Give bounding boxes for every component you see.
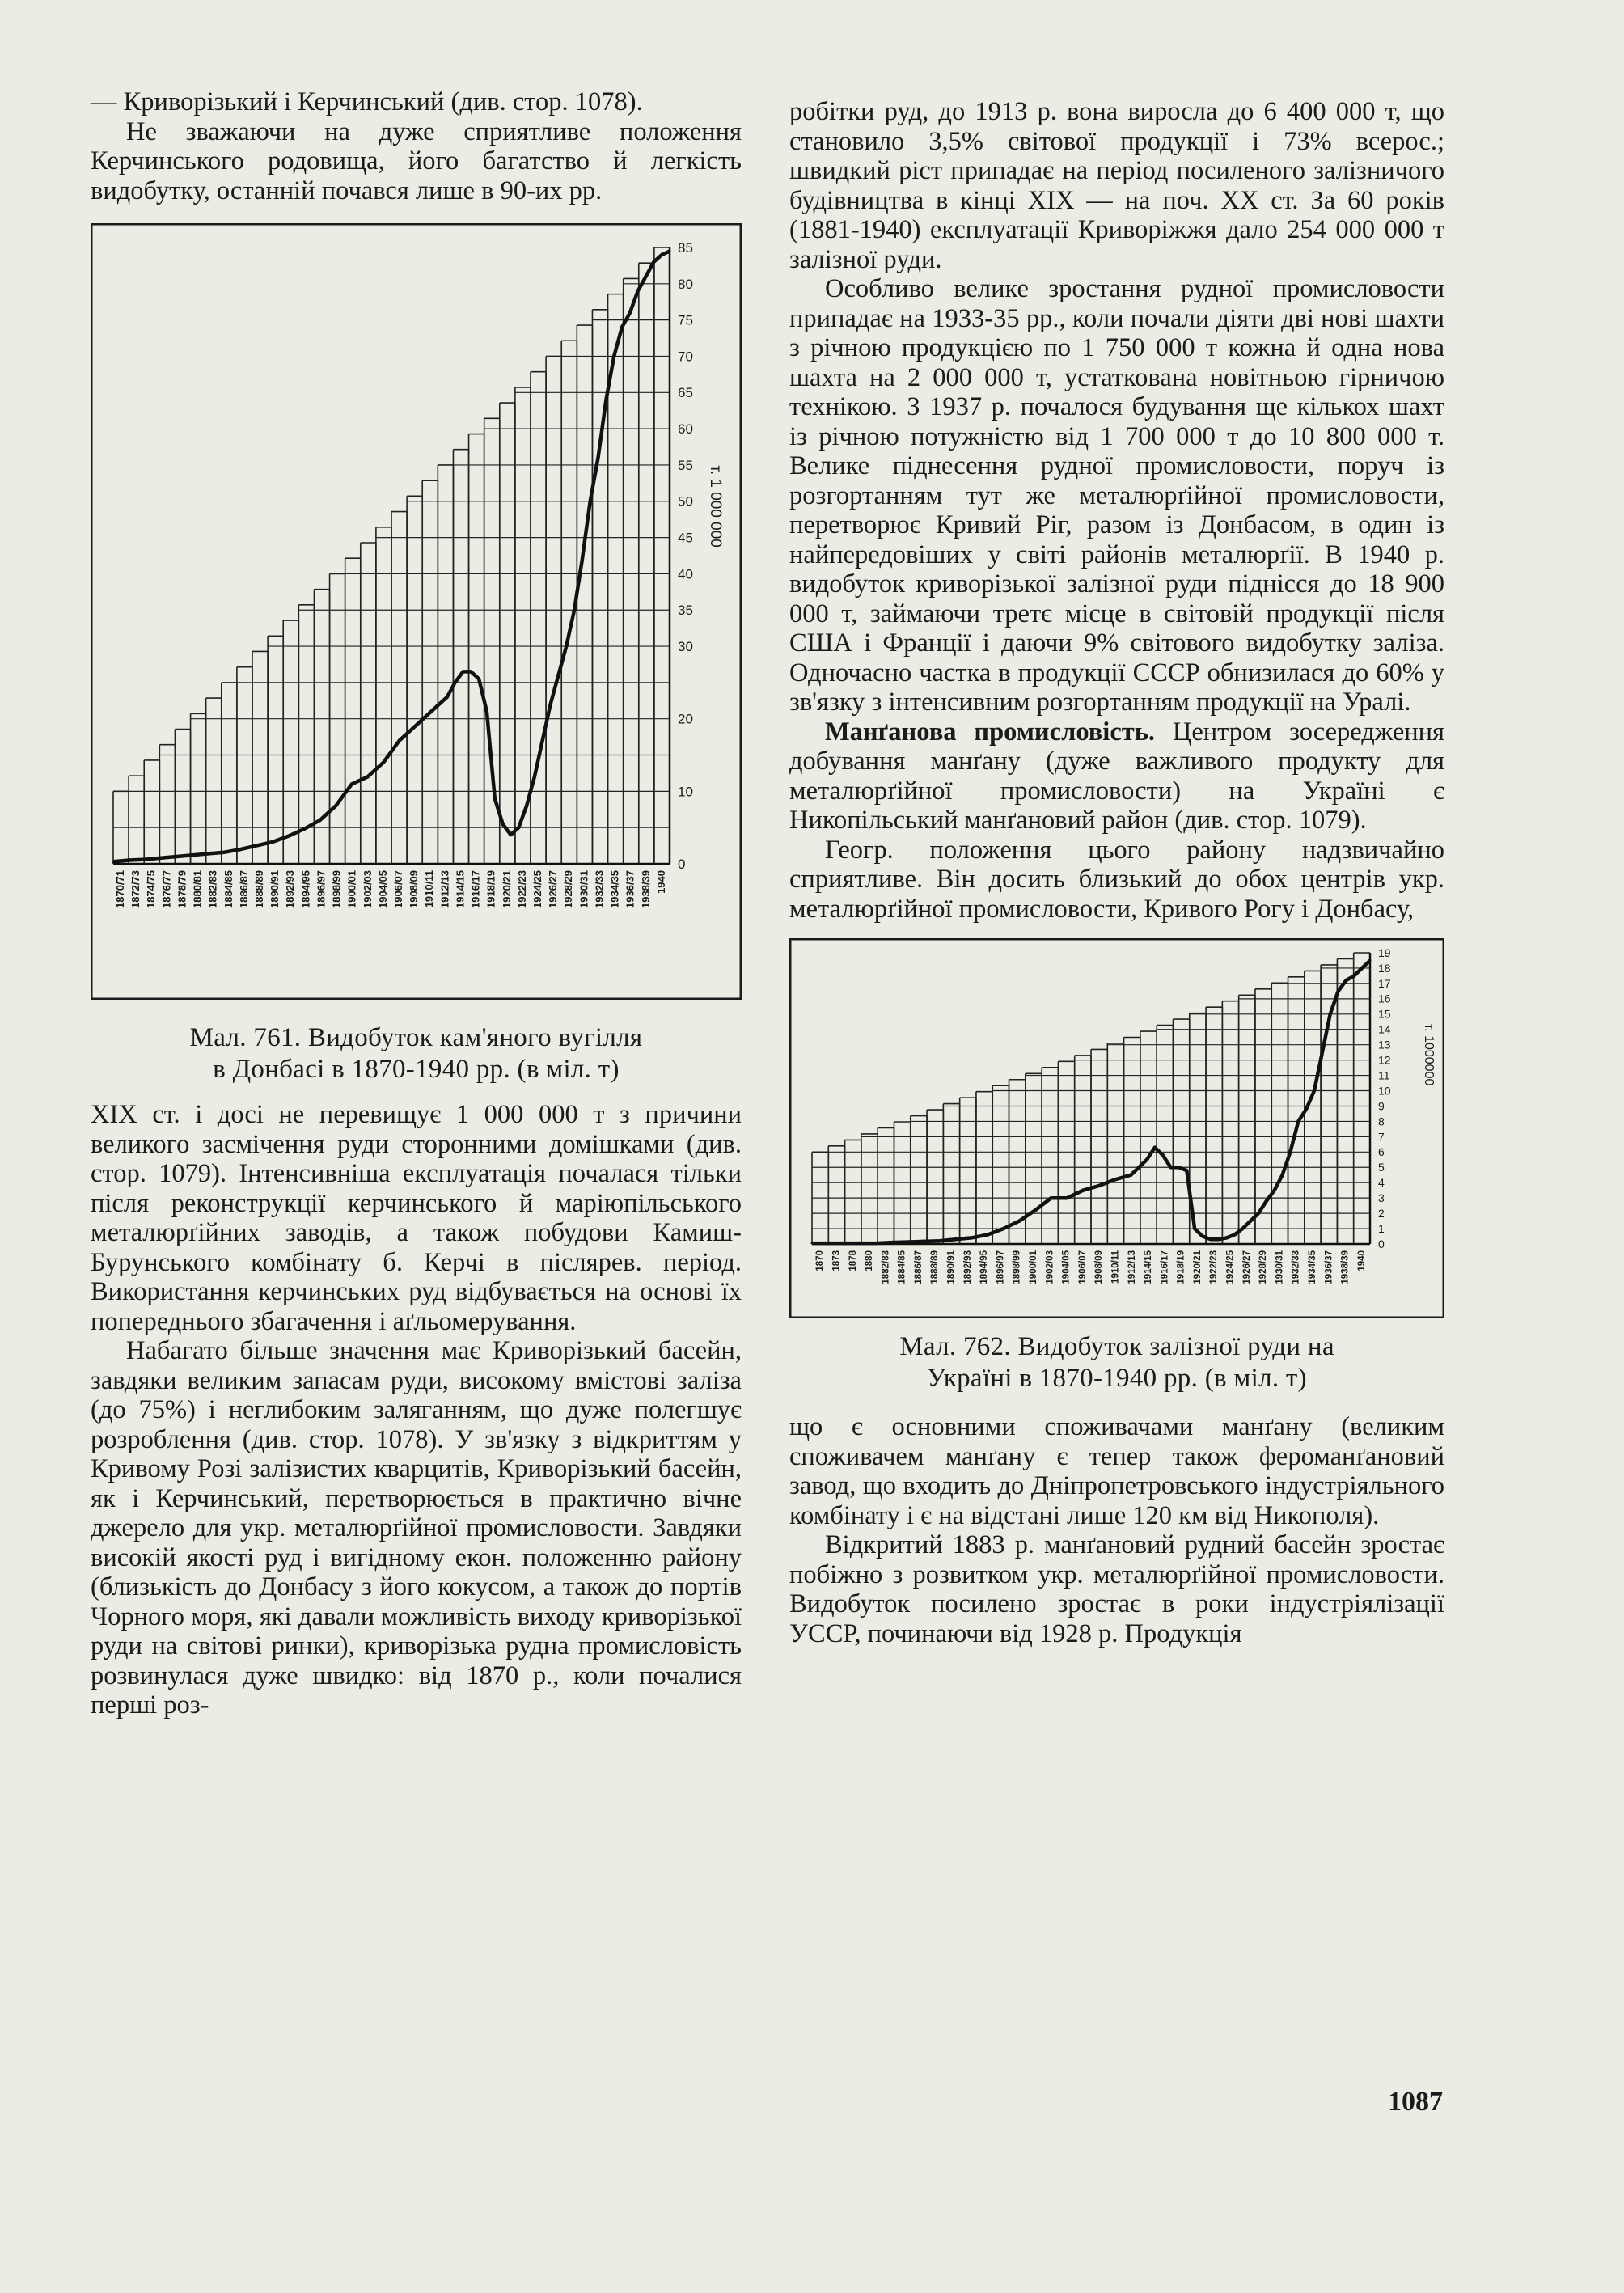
- data-point: [335, 805, 337, 807]
- right-paragraph-5: що є основними споживачами манґану (великим споживачем манґану є тепер також фероманґановий завод, що входить до Дніпропетровського індустріяльного комбінату і є на відстані лише 120 км від Никополя).: [789, 1412, 1444, 1530]
- data-point: [302, 827, 305, 830]
- x-tick-label: 1920/21: [1192, 1250, 1203, 1284]
- y-tick-label: 19: [1378, 946, 1391, 959]
- x-tick-label: 1876/77: [160, 870, 173, 908]
- data-point: [1289, 1151, 1292, 1153]
- y-tick-label: 45: [678, 530, 693, 546]
- x-tick-label: 1874/75: [145, 870, 158, 908]
- y-tick-label: 50: [678, 493, 693, 510]
- figure-iron-ore-chart: [789, 938, 1444, 1318]
- data-point: [366, 776, 369, 778]
- y-tick-label: 10: [678, 784, 693, 800]
- data-point: [1169, 1166, 1172, 1169]
- data-point: [1369, 959, 1372, 962]
- data-point: [1018, 1220, 1021, 1222]
- x-tick-label: 1870/71: [113, 870, 126, 908]
- x-tick-label: 1938/39: [1340, 1250, 1351, 1284]
- data-point: [1153, 1146, 1156, 1149]
- data-point: [1146, 1158, 1148, 1161]
- data-point: [874, 1242, 877, 1245]
- x-tick-label: 1890/91: [946, 1250, 957, 1284]
- y-tick-label: 20: [678, 711, 693, 727]
- data-point: [1273, 1189, 1275, 1191]
- data-point: [446, 696, 448, 698]
- right-paragraph-3: [789, 717, 1444, 836]
- left-paragraph-2: Не зважаючи на дуже сприятливе положення Керчинського родовища, його багатство й легкість видобутку, останній почався лише в 90-их рр.: [91, 116, 742, 205]
- y-tick-label: 75: [678, 312, 693, 328]
- x-tick-label: 1928/29: [562, 870, 575, 908]
- data-point: [954, 1238, 957, 1241]
- y-tick-label: 13: [1378, 1038, 1391, 1051]
- x-tick-label: 1914/15: [454, 870, 467, 908]
- y-tick-label: 40: [678, 566, 693, 582]
- left-paragraph-1: — Криворізький і Керчинський (див. стор. 1078).: [91, 87, 643, 116]
- x-tick-label: 1904/05: [376, 870, 389, 908]
- data-point: [1321, 1051, 1323, 1054]
- y-tick-label: 30: [678, 639, 693, 655]
- manganese-heading: Манґанова промисловість.: [825, 717, 1156, 747]
- data-point: [414, 725, 417, 727]
- y-tick-label: 17: [1378, 976, 1391, 990]
- data-point: [510, 834, 512, 836]
- x-tick-label: 1898/99: [1012, 1250, 1022, 1284]
- y-tick-label: 6: [1378, 1145, 1385, 1159]
- y-tick-label: 60: [678, 421, 693, 438]
- data-point: [454, 681, 456, 683]
- x-tick-label: 1910/11: [1110, 1250, 1121, 1284]
- x-tick-label: 1916/17: [469, 870, 482, 908]
- y-tick-label: 18: [1378, 961, 1391, 975]
- data-point: [1233, 1233, 1236, 1236]
- x-tick-label: 1912/13: [438, 870, 451, 908]
- data-point: [1281, 1174, 1284, 1176]
- x-tick-label: 1888/89: [252, 870, 265, 908]
- x-tick-label: 1894/95: [299, 870, 312, 908]
- y-tick-label: 55: [678, 457, 693, 473]
- x-tick-label: 1940: [1356, 1250, 1367, 1271]
- y-tick-label: 8: [1378, 1115, 1385, 1128]
- y-tick-label: 4: [1378, 1176, 1385, 1190]
- data-point: [597, 456, 599, 459]
- data-point: [144, 858, 146, 861]
- y-tick-label: 7: [1378, 1130, 1385, 1144]
- data-point: [890, 1242, 893, 1244]
- page-number: 1087: [1388, 2087, 1443, 2117]
- x-tick-label: 1910/11: [423, 870, 436, 908]
- data-point: [159, 857, 162, 859]
- data-point: [1114, 1178, 1116, 1181]
- x-tick-label: 1930/31: [1275, 1250, 1285, 1284]
- x-tick-label: 1932/33: [593, 870, 606, 908]
- coal-production-chart: [91, 223, 742, 1000]
- y-tick-label: 0: [1378, 1237, 1385, 1250]
- data-point: [533, 776, 535, 778]
- x-tick-label: 1934/35: [608, 870, 621, 908]
- right-paragraph-2: Особливо велике зростання рудної промисловости припадає на 1933-35 рр., коли почали діяти дві нові шахти з річною продукцією по 1 750 000 т кожна й одна нова шахта на 2 000 000 т, устаткована новітньою гірничою технікою. З 1937 р. почалося будування ще кількох шахт із річною потужністю від 1 700 000 т до 10 800 000 т. Велике піднесення рудної промисловости, поруч із розгортанням тут же металюрґійної промисловости, перетворює Кривий Ріг, разом із Донбасом, в один із найпередовіших у світі районів металюрґії. В 1940 р. видобуток криворізької залізної руди піднісся до 18 900 000 т, займаючи третє місце в світовій продукції після США і Франції і даючи 9% світового видобутку заліза. Одночасно частка в продукції СССР обнизилася до 60% у зв'язку з інтенсивним розгортанням продукції на Уралі.: [789, 274, 1444, 717]
- y-tick-label: 35: [678, 603, 693, 619]
- data-point: [398, 739, 400, 742]
- data-point: [518, 827, 520, 829]
- data-point: [557, 674, 560, 676]
- figure-coal-caption: Мал. 761. Видобуток кам'яного вугілля в Донбасі в 1870-1940 рр. (в міл. т): [189, 1023, 643, 1084]
- x-tick-label: 1870: [815, 1250, 826, 1271]
- data-point: [271, 841, 273, 844]
- x-tick-label: 1940: [654, 870, 667, 894]
- x-tick-label: 1906/07: [1077, 1250, 1088, 1284]
- y-tick-label: 3: [1378, 1191, 1385, 1205]
- x-tick-label: 1884/85: [222, 870, 235, 908]
- data-point: [835, 1242, 837, 1245]
- data-point: [192, 854, 194, 857]
- data-point: [1217, 1238, 1220, 1241]
- data-point: [1361, 967, 1364, 969]
- data-point: [1353, 975, 1355, 977]
- y-tick-label: 85: [678, 239, 693, 256]
- y-tick-label: 9: [1378, 1099, 1385, 1113]
- x-tick-label: 1906/07: [391, 870, 404, 908]
- data-point: [383, 761, 385, 764]
- data-point: [1345, 979, 1347, 982]
- y-tick-label: 1: [1378, 1221, 1385, 1235]
- x-tick-label: 1908/09: [408, 870, 421, 908]
- data-point: [493, 797, 496, 800]
- x-tick-label: 1892/93: [284, 870, 297, 908]
- data-point: [549, 703, 552, 705]
- right-column: [789, 97, 1444, 1648]
- data-point: [661, 253, 663, 256]
- data-point: [1313, 1089, 1316, 1092]
- data-point: [1297, 1120, 1300, 1123]
- data-point: [1097, 1185, 1100, 1187]
- data-point: [223, 851, 226, 853]
- x-tick-label: 1884/85: [897, 1250, 907, 1284]
- data-point: [485, 710, 488, 713]
- x-tick-label: 1894/95: [979, 1250, 990, 1284]
- y-tick-label: 80: [678, 276, 693, 292]
- data-point: [176, 856, 178, 858]
- x-tick-label: 1896/97: [315, 870, 328, 908]
- x-tick-label: 1926/27: [1241, 1250, 1252, 1284]
- figure-coal-chart: [91, 223, 742, 1000]
- y-tick-label: 14: [1378, 1022, 1391, 1036]
- data-point: [1186, 1170, 1188, 1172]
- x-tick-label: 1936/37: [1324, 1250, 1334, 1284]
- data-point: [1066, 1197, 1068, 1199]
- x-tick-label: 1930/31: [577, 870, 590, 908]
- data-point: [526, 805, 528, 807]
- data-point: [565, 645, 568, 648]
- manganese-text: Центром зосередження добування манґану (дуже важливого продукту для металюрґійної промисловости) на Україні є Никопільський манґановий район (див. стор. 1079).: [789, 717, 1444, 835]
- data-point: [1258, 1212, 1260, 1215]
- x-tick-label: 1912/13: [1127, 1250, 1137, 1284]
- y-tick-label: 2: [1378, 1207, 1385, 1221]
- x-tick-label: 1880/81: [191, 870, 204, 908]
- x-tick-label: 1918/19: [1176, 1250, 1186, 1284]
- x-tick-label: 1924/25: [1225, 1250, 1236, 1284]
- data-point: [350, 783, 353, 785]
- x-tick-label: 1886/87: [237, 870, 250, 908]
- data-point: [1202, 1235, 1204, 1237]
- x-tick-label: 1916/17: [1160, 1250, 1170, 1284]
- x-tick-label: 1934/35: [1308, 1250, 1318, 1284]
- data-point: [1002, 1228, 1004, 1230]
- data-point: [1050, 1197, 1052, 1199]
- data-point: [636, 290, 639, 292]
- data-point: [255, 844, 257, 847]
- x-tick-label: 1922/23: [515, 870, 528, 908]
- data-point: [1034, 1209, 1037, 1212]
- x-tick-label: 1882/83: [881, 1250, 891, 1284]
- y-tick-label: 5: [1378, 1161, 1385, 1174]
- x-tick-label: 1904/05: [1061, 1250, 1072, 1284]
- data-point: [1082, 1189, 1085, 1191]
- data-point: [1241, 1228, 1244, 1230]
- x-tick-label: 1924/25: [531, 870, 543, 908]
- x-tick-label: 1908/09: [1094, 1250, 1105, 1284]
- data-point: [621, 326, 624, 328]
- x-tick-label: 1888/89: [930, 1250, 941, 1284]
- data-point: [1250, 1220, 1252, 1222]
- x-tick-label: 1878/79: [176, 870, 188, 908]
- x-tick-label: 1914/15: [1144, 1250, 1154, 1284]
- iron-ore-production-chart: [789, 938, 1444, 1318]
- data-point: [1265, 1199, 1267, 1202]
- y-tick-label: 10: [1378, 1084, 1391, 1098]
- data-point: [478, 678, 480, 680]
- data-point: [628, 311, 631, 314]
- data-point: [1130, 1174, 1132, 1176]
- y-tick-label: 65: [678, 385, 693, 401]
- y-axis-label: т. 1 000 000: [707, 465, 724, 548]
- y-tick-label: 11: [1378, 1068, 1390, 1082]
- x-tick-label: 1938/39: [639, 870, 652, 908]
- data-point: [1337, 990, 1339, 992]
- data-point: [645, 275, 647, 277]
- x-tick-label: 1920/21: [500, 870, 513, 908]
- data-point: [430, 710, 433, 713]
- y-tick-label: 16: [1378, 992, 1391, 1005]
- data-point: [1329, 1013, 1331, 1015]
- data-point: [971, 1237, 973, 1239]
- data-point: [112, 861, 115, 863]
- x-tick-label: 1890/91: [269, 870, 281, 908]
- data-point: [462, 671, 464, 673]
- right-paragraph-1: робітки руд, до 1913 р. вона виросла до 6 400 000 т, що становило 3,5% світової продукції і 73% всерос.; швидкий ріст припадає на період посиленого залізничого будівництва в кінці XIX — на поч. XX ст. За 60 років (1881-1940) експлуатації Криворіжжя дало 254 000 000 т залізної руди.: [789, 97, 1444, 274]
- x-tick-label: 1880: [865, 1250, 875, 1271]
- data-point: [669, 250, 671, 252]
- data-point: [239, 848, 242, 851]
- x-tick-label: 1878: [848, 1250, 858, 1271]
- x-tick-label: 1900/01: [345, 870, 358, 908]
- x-tick-label: 1918/19: [484, 870, 497, 908]
- data-point: [605, 399, 607, 401]
- x-tick-label: 1902/03: [1045, 1250, 1055, 1284]
- x-tick-label: 1872/73: [129, 870, 142, 908]
- data-point: [1194, 1228, 1196, 1230]
- data-point: [915, 1241, 917, 1243]
- data-point: [501, 823, 504, 825]
- y-tick-label: 0: [678, 856, 686, 872]
- data-point: [653, 260, 655, 263]
- left-column: [91, 87, 742, 1720]
- y-tick-label: 12: [1378, 1053, 1391, 1067]
- data-point: [1225, 1237, 1228, 1239]
- data-point: [938, 1240, 941, 1242]
- data-point: [589, 500, 591, 502]
- data-point: [207, 852, 209, 855]
- x-tick-label: 1873: [831, 1250, 842, 1271]
- data-point: [573, 609, 576, 611]
- data-point: [581, 558, 583, 561]
- x-tick-label: 1898/99: [330, 870, 343, 908]
- x-tick-label: 1932/33: [1291, 1250, 1301, 1284]
- figure-iron-ore-caption: Мал. 762. Видобуток залізної руди на Україні в 1870-1940 рр. (в міл. т): [899, 1332, 1334, 1393]
- y-tick-label: 15: [1378, 1007, 1391, 1021]
- x-tick-label: 1936/37: [624, 870, 636, 908]
- x-tick-label: 1896/97: [996, 1250, 1006, 1284]
- data-point: [1161, 1154, 1164, 1157]
- data-point: [319, 819, 321, 822]
- data-point: [541, 739, 543, 742]
- data-point: [287, 835, 290, 837]
- right-paragraph-4: Геогр. положення цього району надзвичайно сприятливе. Він досить близький до обох центрів укр. металюрґійної промисловости, Кривого Рогу і Донбасу,: [789, 835, 1444, 924]
- x-tick-label: 1892/93: [962, 1250, 973, 1284]
- x-tick-label: 1922/23: [1209, 1250, 1220, 1284]
- data-point: [986, 1233, 988, 1236]
- x-tick-label: 1926/27: [547, 870, 560, 908]
- data-point: [1209, 1238, 1212, 1241]
- right-paragraph-6: Відкритий 1883 р. манґановий рудний басейн зростає побіжно з розвитком укр. металюрґійної промисловости. Видобуток посилено зростає в роки індустріялізації УССР, починаючи від 1928 р. Продукція: [789, 1530, 1444, 1648]
- x-tick-label: 1900/01: [1029, 1250, 1039, 1284]
- y-axis-label: т. 1000000: [1422, 1023, 1436, 1086]
- left-paragraph-3: XIX ст. і досі не перевищує 1 000 000 т з причини великого засмічення руди сторонними домішками (див. стор. 1079). Інтенсивніша експлуатація почалася тільки після реконструкції керчинського й маріюпільського металюрґійних заводів, а також побудови Камиш-Бурунського комбінату б. Керчі в післярев. період. Використання керчинських руд відбувається на основі їх попереднього збагачення і аґльомерування.: [91, 1100, 742, 1336]
- left-paragraph-4: Набагато більше значення має Криворізький басейн, завдяки великим запасам руди, високому вмістові заліза (до 75%) і неглибоким заляганням, що дуже полегшує розроблення (див. стор. 1078). У зв'язку з відкриттям у Кривому Розі залізистих кварцитів, Криворізький басейн, як і Керчинський, перетворюється в практично вічне джерело для укр. металюрґійної промисловости. Завдяки високій якості руд і вигідному екон. положенню району (близькість до Донбасу з його кокусом, а також до портів Чорного моря, які давали можливість виходу криворізької руди на світові ринки), криворізька рудна промисловість розвинулася дуже швидко: від 1870 р., коли почалися перші роз-: [91, 1336, 742, 1720]
- data-point: [613, 355, 615, 357]
- data-point: [1178, 1166, 1180, 1169]
- x-tick-label: 1882/83: [206, 870, 219, 908]
- data-point: [470, 671, 472, 673]
- y-tick-label: 70: [678, 349, 693, 365]
- data-point: [1305, 1108, 1308, 1111]
- x-tick-label: 1886/87: [913, 1250, 924, 1284]
- x-tick-label: 1928/29: [1258, 1250, 1269, 1284]
- x-tick-label: 1902/03: [361, 870, 374, 908]
- data-point: [128, 859, 130, 861]
- data-point: [811, 1242, 814, 1245]
